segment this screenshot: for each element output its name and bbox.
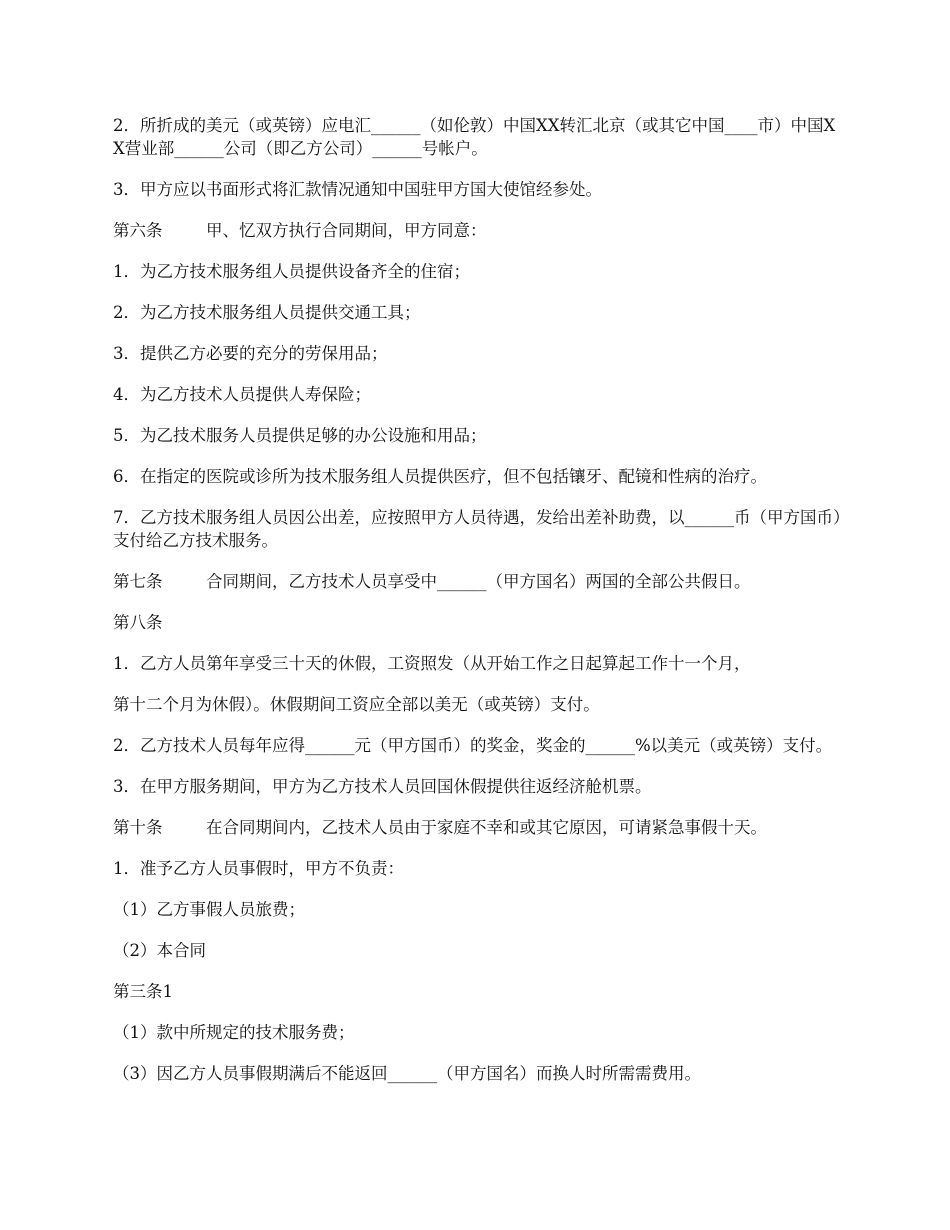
sub-list-item: （2）本合同 [113, 941, 206, 960]
list-item: 5．为乙技术服务人员提供足够的办公设施和用品； [113, 426, 487, 445]
list-item: 1．乙方人员第年享受三十天的休假，工资照发（从开始工作之日起算起工作十一个月， [113, 654, 751, 673]
article-text: 甲、忆双方执行合同期间，甲方同意： [206, 221, 487, 240]
list-item: 1．为乙方技术服务组人员提供设备齐全的住宿； [113, 262, 470, 281]
sub-list-item: （3）因乙方人员事假期满后不能返回______（甲方国名）而换人时所需需费用。 [113, 1064, 701, 1083]
paragraph-notify-embassy: 3．甲方应以书面形式将汇款情况通知中国驻甲方国大使馆经参处。 [113, 180, 602, 199]
list-item: 7．乙方技术服务组人员因公出差，应按照甲方人员待遇，发给出差补助费，以______币（甲方国币）支付给乙方技术服务。 [113, 508, 842, 550]
article-text: 合同期间，乙方技术人员享受中______（甲方国名）两国的全部公共假日。 [206, 572, 751, 591]
sub-list-item: （1）乙方事假人员旅费； [113, 900, 305, 919]
article-text: 在合同期间内，乙技术人员由于家庭不幸和或其它原因，可请紧急事假十天。 [206, 818, 767, 837]
article-3-reference: 第三条1 [113, 982, 173, 1001]
list-item-continued: 第十二个月为休假）。休假期间工资应全部以美无（或英镑）支付。 [113, 695, 600, 714]
article-number: 第七条 [113, 572, 163, 591]
paragraph-remittance-account: 2．所折成的美元（或英镑）应电汇______（如伦敦）中国XX转汇北京（或其它中国____市）中国XX营业部______公司（即乙方公司）______号帐户。 [113, 116, 836, 158]
list-item: 2．为乙方技术服务组人员提供交通工具； [113, 303, 421, 322]
sub-list-item: （1）款中所规定的技术服务费； [113, 1023, 355, 1042]
article-8-heading: 第八条 [113, 613, 163, 632]
list-item: 3．提供乙方必要的充分的劳保用品； [113, 344, 388, 363]
article-7-heading [113, 570, 843, 593]
list-item: 2．乙方技术人员每年应得______元（甲方国币）的奖金，奖金的______%以美元（或英镑）支付。 [113, 736, 833, 755]
article-10-heading [113, 816, 843, 839]
article-number: 第十条 [113, 818, 163, 837]
list-item: 6．在指定的医院或诊所为技术服务组人员提供医疗，但不包括镶牙、配镜和性病的治疗。 [113, 467, 767, 486]
list-item: 3．在甲方服务期间，甲方为乙方技术人员回国休假提供往返经济舱机票。 [113, 777, 652, 796]
document-page [113, 114, 843, 1103]
article-6-heading [113, 219, 843, 242]
list-item: 1．准予乙方人员事假时，甲方不负责： [113, 859, 404, 878]
article-number: 第六条 [113, 221, 163, 240]
list-item: 4．为乙方技术人员提供人寿保险； [113, 385, 371, 404]
